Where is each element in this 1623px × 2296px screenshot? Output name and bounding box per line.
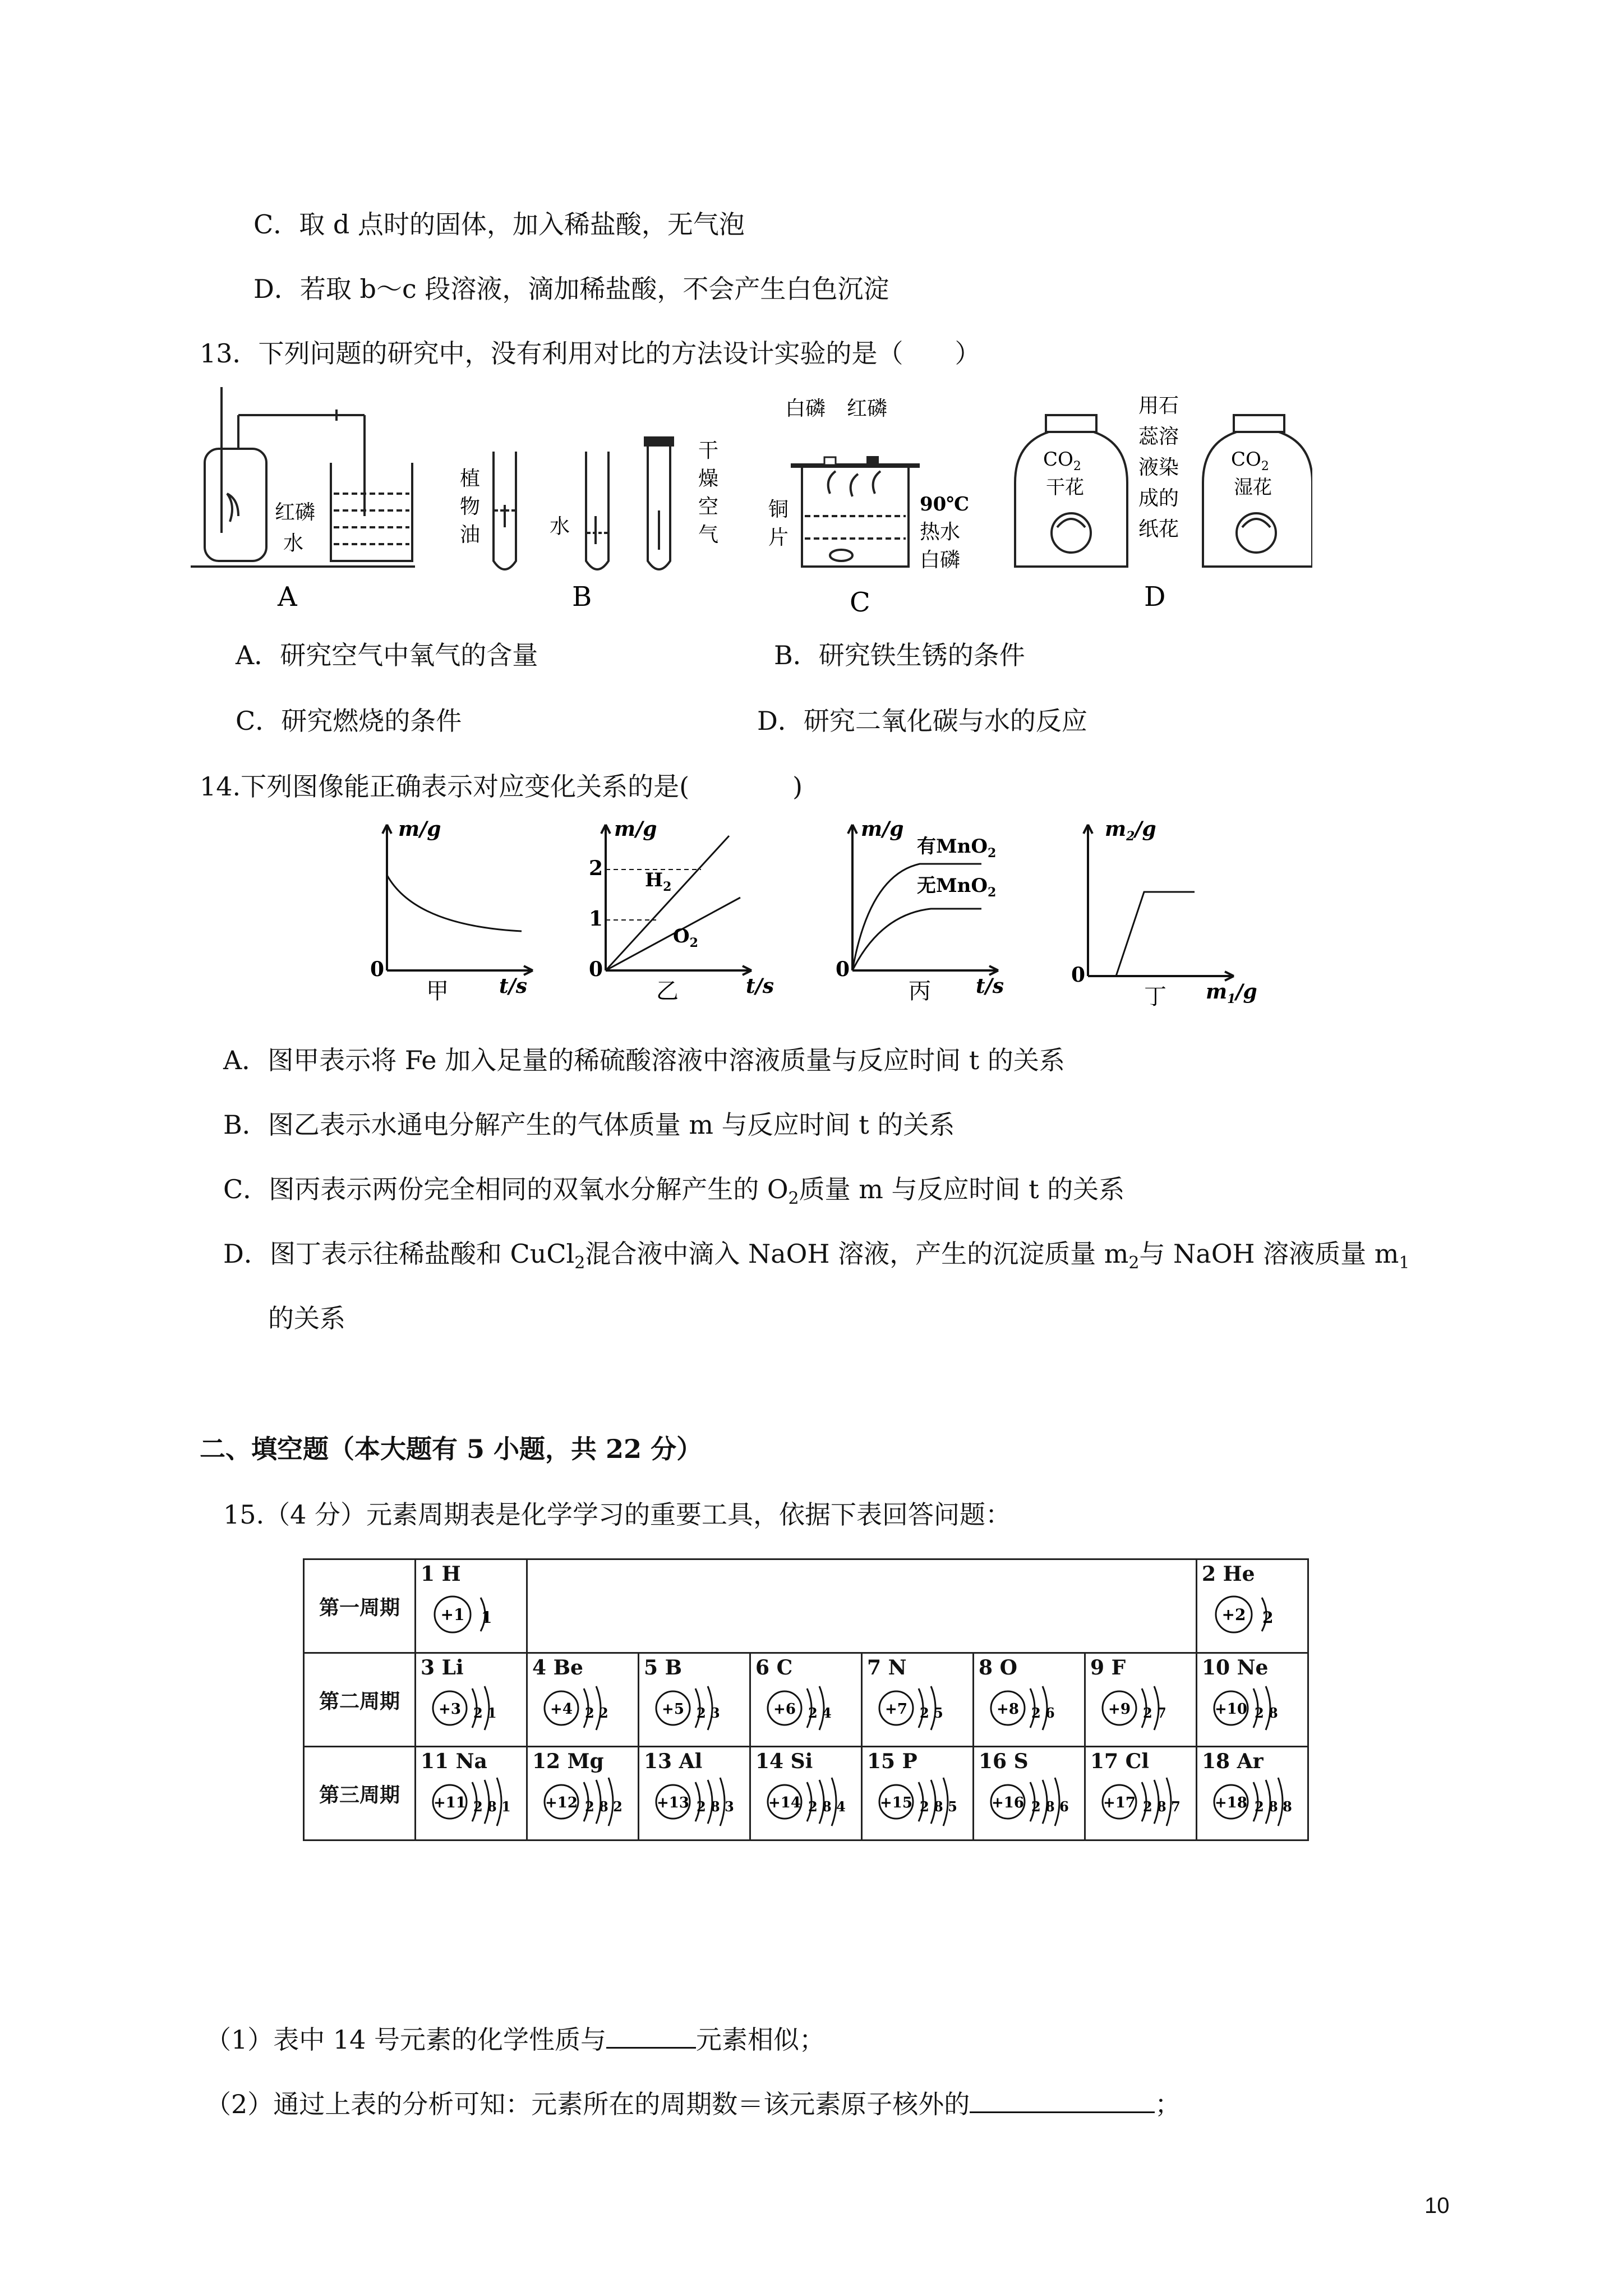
svg-text:+12: +12 bbox=[545, 1795, 578, 1811]
fig13-b-dry-2: 燥 bbox=[698, 467, 719, 490]
svg-text:+9: +9 bbox=[1108, 1701, 1131, 1718]
fig13-b-dry-1: 干 bbox=[698, 439, 719, 462]
svg-text:2 5: 2 5 bbox=[920, 1705, 943, 1721]
fig13-c-white-p-top: 白磷 bbox=[785, 397, 826, 420]
fig13-d-note-5: 纸花 bbox=[1138, 518, 1179, 541]
element-cell bbox=[1197, 1653, 1308, 1747]
section-2-heading: 二、填空题（本大题有 5 小题，共 22 分） bbox=[200, 1434, 703, 1464]
fig13-d-co2-left: $CO_2$ bbox=[1043, 448, 1081, 473]
svg-text:+2: +2 bbox=[1221, 1605, 1246, 1624]
fig13-c-apparatus bbox=[791, 466, 920, 567]
atom-diagram-icon bbox=[427, 1683, 528, 1745]
svg-text:2 8 1: 2 8 1 bbox=[473, 1798, 511, 1815]
element-cell bbox=[416, 1747, 527, 1841]
atom-diagram-icon bbox=[874, 1683, 975, 1745]
svg-text:+13: +13 bbox=[657, 1795, 689, 1811]
element-cell bbox=[416, 1653, 527, 1747]
graph-bing-origin: 0 bbox=[836, 958, 850, 981]
atom-diagram-icon bbox=[539, 1777, 640, 1838]
graph-bing-ylabel: m/g bbox=[861, 817, 904, 841]
fig13-c-red-p-top: 红磷 bbox=[847, 397, 888, 420]
svg-text:2 2: 2 2 bbox=[585, 1705, 608, 1721]
element-cell bbox=[974, 1747, 1085, 1841]
q12-option-c: C．取 d 点时的固体，加入稀盐酸，无气泡 bbox=[253, 209, 745, 240]
element-cell bbox=[527, 1653, 639, 1747]
fig13-c-letter: C bbox=[850, 587, 870, 617]
fig13-d-note-4: 成的 bbox=[1138, 487, 1179, 510]
svg-text:+1: +1 bbox=[440, 1605, 465, 1624]
svg-text:+3: +3 bbox=[439, 1701, 461, 1718]
fig13-c-temp: 90℃ bbox=[920, 493, 970, 516]
fig13-d-note-3: 液染 bbox=[1138, 456, 1179, 479]
element-symbol: 2 He bbox=[1202, 1562, 1255, 1586]
fig13-a-label-water: 水 bbox=[283, 532, 304, 555]
svg-text:+14: +14 bbox=[768, 1795, 801, 1811]
q13-option-c: C．研究燃烧的条件 bbox=[236, 706, 462, 736]
fig13-b-letter: B bbox=[572, 581, 592, 613]
graph-jia-ylabel: m/g bbox=[398, 817, 441, 841]
fig13-d-co2-right: $CO_2$ bbox=[1231, 448, 1269, 473]
atom-diagram-icon bbox=[762, 1777, 863, 1838]
element-cell bbox=[639, 1653, 750, 1747]
svg-text:2 3: 2 3 bbox=[697, 1705, 720, 1721]
graph-yi-origin: 0 bbox=[589, 958, 603, 981]
atom-diagram-icon bbox=[1097, 1777, 1198, 1838]
graph-ding-label: 丁 bbox=[1144, 984, 1166, 1010]
svg-text:+17: +17 bbox=[1103, 1795, 1136, 1811]
element-symbol: 16 S bbox=[979, 1750, 1029, 1773]
q13-option-d: D．研究二氧化碳与水的反应 bbox=[757, 706, 1087, 736]
element-symbol: 10 Ne bbox=[1202, 1656, 1269, 1680]
svg-text:+6: +6 bbox=[773, 1701, 796, 1718]
svg-text:2 8 5: 2 8 5 bbox=[920, 1798, 957, 1815]
element-cell bbox=[527, 1747, 639, 1841]
graph-yi-tick-2: 2 bbox=[589, 857, 603, 880]
atom-diagram-icon bbox=[539, 1683, 640, 1745]
fig13-b-dry-4: 气 bbox=[698, 523, 719, 546]
q14-stem: 14.下列图像能正确表示对应变化关系的是( ) bbox=[200, 771, 803, 802]
svg-text:2: 2 bbox=[1262, 1608, 1274, 1627]
atom-diagram-icon bbox=[651, 1683, 751, 1745]
graph-yi-ylabel: m/g bbox=[614, 817, 657, 841]
atom-diagram-icon bbox=[427, 1777, 528, 1838]
q14-option-d: D．图丁表示往稀盐酸和 CuCl$_2$混合液中滴入 NaOH 溶液，产生的沉淀质量 $m_2$与 NaOH 溶液质量 $m_1$ bbox=[223, 1239, 1410, 1273]
page-number: 10 bbox=[1424, 2193, 1450, 2218]
q14-option-a: A．图甲表示将 Fe 加入足量的稀硫酸溶液中溶液质量与反应时间 t 的关系 bbox=[223, 1045, 1065, 1075]
svg-text:+18: +18 bbox=[1215, 1795, 1247, 1811]
element-cell bbox=[1197, 1747, 1308, 1841]
element-symbol: 8 O bbox=[979, 1656, 1017, 1680]
element-symbol: 3 Li bbox=[421, 1656, 464, 1680]
element-symbol: 4 Be bbox=[532, 1656, 583, 1680]
fig13-a-letter: A bbox=[278, 581, 297, 613]
graph-yi-o2: $O_2$ bbox=[673, 925, 698, 950]
fig13-c-hot-water: 热水 bbox=[920, 521, 961, 544]
svg-text:2 8 8: 2 8 8 bbox=[1255, 1798, 1292, 1815]
element-cell-h bbox=[416, 1559, 527, 1653]
periodic-table bbox=[303, 1558, 1309, 1841]
graph-yi-tick-1: 1 bbox=[589, 907, 603, 931]
atom-diagram-icon bbox=[1209, 1589, 1298, 1645]
element-symbol: 7 N bbox=[867, 1656, 907, 1680]
svg-text:2 4: 2 4 bbox=[808, 1705, 832, 1721]
svg-text:2 8 3: 2 8 3 bbox=[697, 1798, 734, 1815]
atom-diagram-icon bbox=[651, 1777, 751, 1838]
element-cell bbox=[1085, 1747, 1197, 1841]
fig13-d-dry-flower: 干花 bbox=[1046, 476, 1084, 499]
element-cell bbox=[639, 1747, 750, 1841]
element-symbol: 12 Mg bbox=[532, 1750, 604, 1773]
atom-diagram-icon bbox=[985, 1683, 1086, 1745]
q14-graphs bbox=[359, 813, 1279, 1015]
q14-option-d-continued: 的关系 bbox=[268, 1303, 345, 1333]
graph-bing-xlabel: t/s bbox=[976, 974, 1004, 998]
element-symbol: 18 Ar bbox=[1202, 1750, 1264, 1773]
svg-text:2 8 4: 2 8 4 bbox=[808, 1798, 846, 1815]
svg-text:+15: +15 bbox=[880, 1795, 912, 1811]
element-cell-he bbox=[1197, 1559, 1308, 1653]
answer-blank-2[interactable] bbox=[970, 2087, 1155, 2113]
atom-diagram-icon bbox=[1209, 1777, 1310, 1838]
svg-text:+8: +8 bbox=[997, 1701, 1019, 1718]
svg-text:+16: +16 bbox=[992, 1795, 1024, 1811]
atom-diagram-icon bbox=[1209, 1683, 1310, 1745]
svg-text:+7: +7 bbox=[885, 1701, 907, 1718]
q12-option-d: D．若取 b～c 段溶液，滴加稀盐酸，不会产生白色沉淀 bbox=[253, 274, 889, 304]
svg-text:2 8: 2 8 bbox=[1255, 1705, 1278, 1721]
period-2-label: 第二周期 bbox=[304, 1653, 416, 1747]
svg-text:2 1: 2 1 bbox=[473, 1705, 497, 1721]
q13-option-a: A．研究空气中氧气的含量 bbox=[236, 640, 538, 670]
graph-ding-ylabel: $m_2/g$ bbox=[1105, 817, 1156, 844]
graph-yi-label: 乙 bbox=[656, 978, 679, 1004]
answer-blank-1[interactable] bbox=[606, 2022, 696, 2049]
fig13-b-water: 水 bbox=[550, 515, 570, 538]
atom-diagram-icon bbox=[985, 1777, 1086, 1838]
atom-diagram-icon bbox=[427, 1589, 517, 1645]
element-symbol: 5 B bbox=[644, 1656, 683, 1680]
element-symbol: 13 Al bbox=[644, 1750, 703, 1773]
fig13-b-oil-1: 植 bbox=[460, 467, 481, 490]
graph-bing-label: 丙 bbox=[909, 978, 931, 1004]
svg-text:2 8 7: 2 8 7 bbox=[1143, 1798, 1181, 1815]
q13-stem: 13．下列问题的研究中，没有利用对比的方法设计实验的是（ ） bbox=[200, 338, 981, 369]
element-cell bbox=[1085, 1653, 1197, 1747]
fig13-d-letter: D bbox=[1144, 581, 1166, 613]
graph-yi-xlabel: t/s bbox=[746, 974, 774, 998]
fig13-d-wet-flower: 湿花 bbox=[1234, 476, 1272, 499]
q15-stem: 15.（4 分）元素周期表是化学学习的重要工具，依据下表回答问题： bbox=[223, 1499, 1012, 1530]
atom-diagram-icon bbox=[762, 1683, 863, 1745]
svg-text:+10: +10 bbox=[1215, 1701, 1247, 1718]
graph-jia-xlabel: t/s bbox=[499, 974, 528, 998]
graph-bing-with-mno2: 有MnO$_2$ bbox=[917, 835, 997, 861]
q15-sub-2: （2）通过上表的分析可知：元素所在的周期数＝该元素原子核外的 ； bbox=[205, 2087, 1181, 2121]
q13-option-b: B．研究铁生锈的条件 bbox=[774, 640, 1025, 670]
atom-diagram-icon bbox=[1097, 1683, 1198, 1745]
graph-ding-origin: 0 bbox=[1071, 963, 1086, 987]
element-cell bbox=[750, 1747, 862, 1841]
fig13-b-dry-3: 空 bbox=[698, 495, 719, 518]
element-symbol: 1 H bbox=[421, 1562, 461, 1586]
svg-text:+5: +5 bbox=[662, 1701, 684, 1718]
atom-diagram-icon bbox=[874, 1777, 975, 1838]
svg-text:+4: +4 bbox=[550, 1701, 573, 1718]
graph-ding-xlabel: $m_1/g$ bbox=[1206, 980, 1257, 1006]
element-symbol: 15 P bbox=[867, 1750, 917, 1773]
fig13-a-label-red-phosphorus: 红磷 bbox=[275, 501, 316, 524]
element-cell bbox=[974, 1653, 1085, 1747]
graph-jia-origin: 0 bbox=[370, 958, 385, 981]
element-symbol: 11 Na bbox=[421, 1750, 487, 1773]
q13-figure bbox=[191, 381, 1312, 617]
svg-text:2 8 2: 2 8 2 bbox=[585, 1798, 623, 1815]
element-cell bbox=[862, 1747, 974, 1841]
svg-text:1: 1 bbox=[481, 1608, 492, 1627]
element-cell bbox=[750, 1653, 862, 1747]
period-1-label: 第一周期 bbox=[304, 1559, 416, 1653]
q15-sub-1: （1）表中 14 号元素的化学性质与 元素相似； bbox=[205, 2022, 825, 2056]
fig13-d-note-2: 蕊溶 bbox=[1138, 425, 1179, 448]
q14-option-b: B．图乙表示水通电分解产生的气体质量 m 与反应时间 t 的关系 bbox=[223, 1110, 955, 1140]
graph-yi-h2: $H_2$ bbox=[645, 869, 672, 894]
svg-text:2 8 6: 2 8 6 bbox=[1031, 1798, 1069, 1815]
q14-option-c: C．图丙表示两份完全相同的双氧水分解产生的 $O_2$质量 m 与反应时间 t 的关系 bbox=[223, 1174, 1125, 1209]
element-symbol: 14 Si bbox=[755, 1750, 813, 1773]
element-symbol: 17 Cl bbox=[1090, 1750, 1149, 1773]
fig13-b-oil-2: 物 bbox=[460, 495, 481, 518]
fig13-c-white-p-bottom: 白磷 bbox=[920, 549, 961, 572]
fig13-c-copper-2: 片 bbox=[768, 526, 789, 549]
fig13-b-oil-3: 油 bbox=[460, 523, 481, 546]
svg-text:2 7: 2 7 bbox=[1143, 1705, 1166, 1721]
element-symbol: 6 C bbox=[755, 1656, 793, 1680]
fig13-c-copper-1: 铜 bbox=[768, 498, 789, 521]
element-symbol: 9 F bbox=[1090, 1656, 1126, 1680]
graph-jia-label: 甲 bbox=[426, 978, 449, 1004]
svg-text:+11: +11 bbox=[434, 1795, 466, 1811]
period-3-label: 第三周期 bbox=[304, 1747, 416, 1841]
graph-bing-without-mno2: 无MnO$_2$ bbox=[917, 875, 997, 900]
fig13-d-note-1: 用石 bbox=[1138, 394, 1179, 417]
element-cell bbox=[862, 1653, 974, 1747]
fig13-b-test-tubes bbox=[494, 438, 673, 569]
empty-region bbox=[527, 1559, 1197, 1653]
svg-text:2 6: 2 6 bbox=[1031, 1705, 1055, 1721]
